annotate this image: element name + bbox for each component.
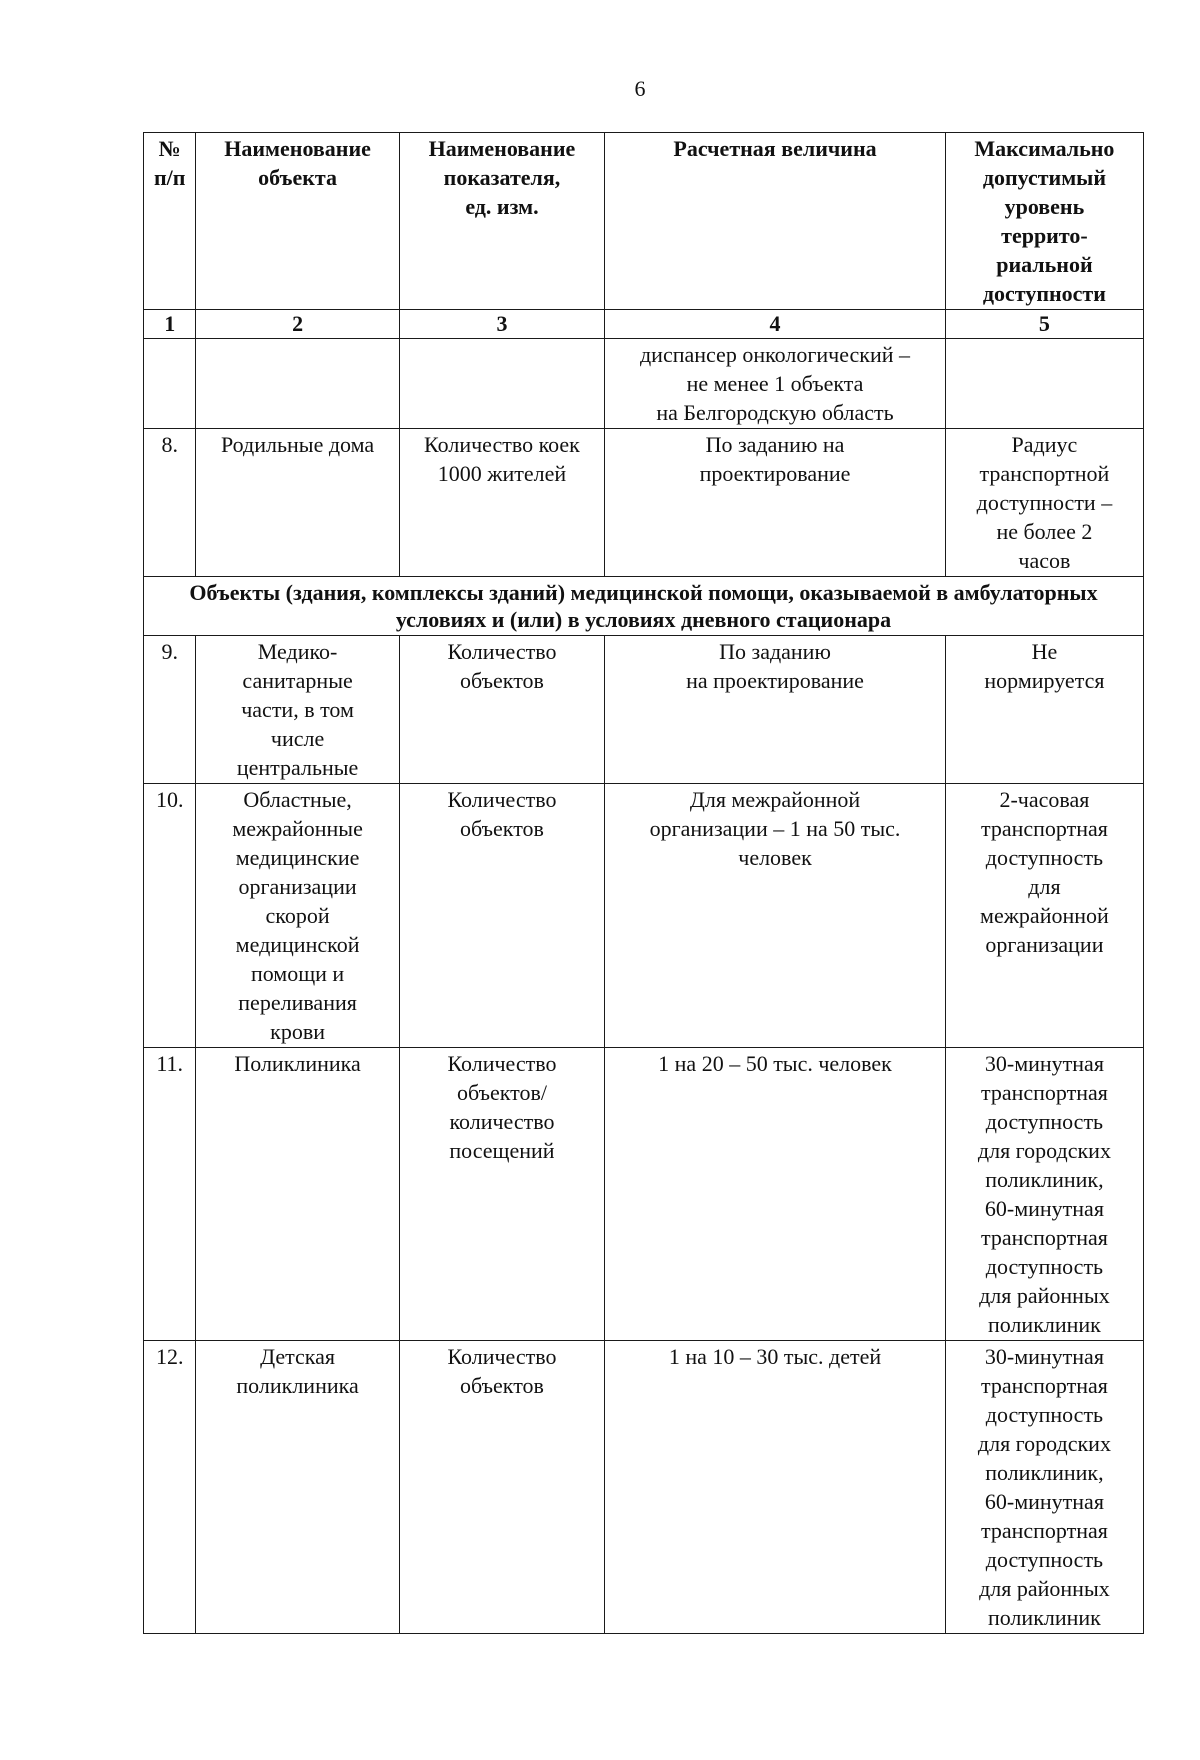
row-object: Родильные дома <box>196 429 399 577</box>
row-accessibility <box>945 339 1143 429</box>
table-row <box>144 636 1144 784</box>
row-accessibility: Радиус транспортной доступности – не более 2 часов <box>945 429 1143 577</box>
section-heading: Объекты (здания, комплексы зданий) медицинской помощи, оказываемой в амбулаторных условиях и (или) в условиях дневного стационара <box>144 577 1144 636</box>
row-number: 9. <box>144 636 196 784</box>
column-number-row <box>144 310 1144 339</box>
row-accessibility: 2-часовая транспортная доступность для межрайонной организации <box>945 784 1143 1048</box>
norms-table <box>143 132 1144 1634</box>
row-indicator: Количество объектов <box>399 784 604 1048</box>
row-number: 8. <box>144 429 196 577</box>
row-object: Поликлиника <box>196 1048 399 1341</box>
row-accessibility: 30-минутная транспортная доступность для городских поликлиник, 60-минутная транспортная доступность для районных поликлиник <box>945 1341 1143 1634</box>
row-object: Областные, межрайонные медицинские организации скорой медицинской помощи и переливания крови <box>196 784 399 1048</box>
row-accessibility: 30-минутная транспортная доступность для городских поликлиник, 60-минутная транспортная доступность для районных поликлиник <box>945 1048 1143 1341</box>
row-value: По заданию на проектирование <box>605 636 946 784</box>
row-value: диспансер онкологический – не менее 1 объекта на Белгородскую область <box>605 339 946 429</box>
row-indicator: Количество объектов <box>399 1341 604 1634</box>
table-row <box>144 1048 1144 1341</box>
row-number: 11. <box>144 1048 196 1341</box>
table-header-row <box>144 133 1144 310</box>
row-accessibility: Не нормируется <box>945 636 1143 784</box>
table-row <box>144 339 1144 429</box>
row-value: Для межрайонной организации – 1 на 50 тыс. человек <box>605 784 946 1048</box>
row-indicator <box>399 339 604 429</box>
column-number: 1 <box>144 310 196 339</box>
row-number: 12. <box>144 1341 196 1634</box>
row-number <box>144 339 196 429</box>
column-number: 4 <box>605 310 946 339</box>
header-indicator-name: Наименование показателя, ед. изм. <box>399 133 604 310</box>
row-value: 1 на 10 – 30 тыс. детей <box>605 1341 946 1634</box>
header-number: № п/п <box>144 133 196 310</box>
column-number: 3 <box>399 310 604 339</box>
header-object-name: Наименование объекта <box>196 133 399 310</box>
table-row <box>144 429 1144 577</box>
row-object: Детская поликлиника <box>196 1341 399 1634</box>
row-value: 1 на 20 – 50 тыс. человек <box>605 1048 946 1341</box>
row-object <box>196 339 399 429</box>
header-calculated-value: Расчетная величина <box>605 133 946 310</box>
row-object: Медико- санитарные части, в том числе центральные <box>196 636 399 784</box>
column-number: 5 <box>945 310 1143 339</box>
header-max-accessibility: Максимально допустимый уровень террито- риальной доступности <box>945 133 1143 310</box>
page-number: 6 <box>634 76 646 101</box>
row-value: По заданию на проектирование <box>605 429 946 577</box>
row-number: 10. <box>144 784 196 1048</box>
table-row <box>144 784 1144 1048</box>
section-heading-row <box>144 577 1144 636</box>
row-indicator: Количество коек 1000 жителей <box>399 429 604 577</box>
row-indicator: Количество объектов/ количество посещений <box>399 1048 604 1341</box>
row-indicator: Количество объектов <box>399 636 604 784</box>
table-row <box>144 1341 1144 1634</box>
column-number: 2 <box>196 310 399 339</box>
